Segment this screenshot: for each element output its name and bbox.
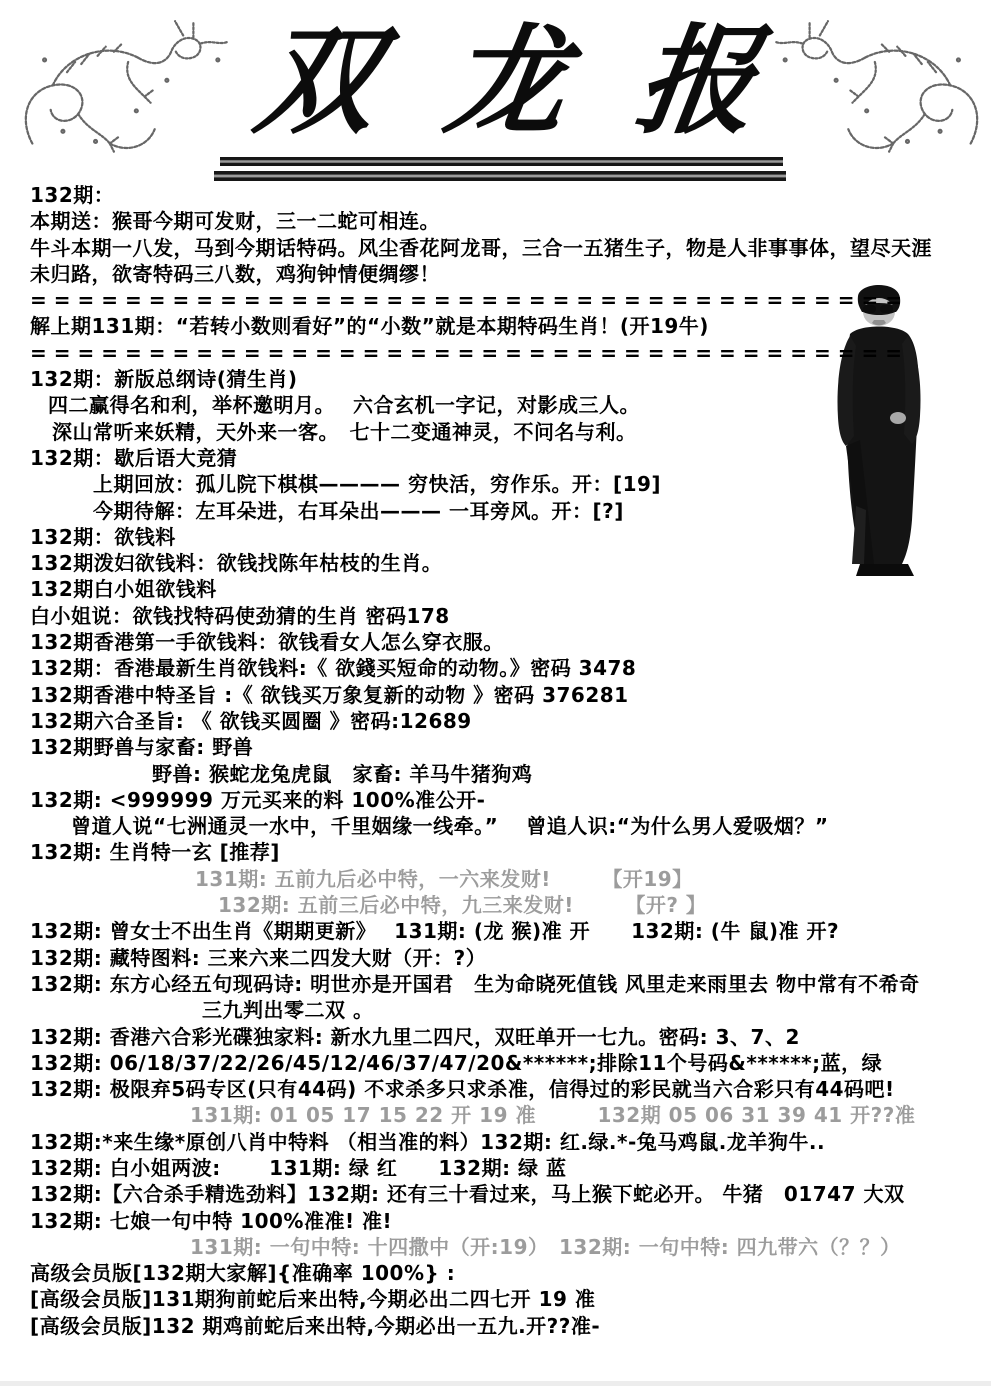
text-line: 解上期131期：“若转小数则看好”的“小数”就是本期特码生肖！(开19牛) bbox=[30, 314, 709, 339]
text-line: 132期: 五前三后必中特，九三来发财! 【开? 】 bbox=[218, 893, 707, 918]
text-line: 132期:【六合杀手精选劲料】132期: 还有三十看过来，马上猴下蛇必开。 牛猪 01747 大双 bbox=[30, 1182, 905, 1207]
title-underline bbox=[214, 171, 786, 181]
text-line: 132期: 东方心经五句现码诗: 明世亦是开国君 生为命晓死值钱 风里走来雨里去 物中常有不希奇 bbox=[30, 971, 920, 996]
title-underline bbox=[220, 157, 783, 166]
text-line: 132期六合圣旨: 《 欲钱买圆圈 》密码:12689 bbox=[30, 708, 472, 733]
page-title: 双龙报 bbox=[248, 11, 838, 150]
text-line: 三九判出零二双 。 bbox=[202, 998, 374, 1023]
text-line: 132期： bbox=[30, 183, 115, 207]
text-line: 132期野兽与家畜: 野兽 bbox=[30, 735, 254, 760]
text-line: [高级会员版]132 期鸡前蛇后来出特,今期必出一五九.开??准- bbox=[30, 1313, 601, 1338]
scan-smudge bbox=[0, 1381, 991, 1386]
text-line: 132期: 七娘一句中特 100%准准! 准! bbox=[30, 1208, 393, 1233]
text-line: 131期: 01 05 17 15 22 开 19 准 132期 05 06 31 39 41 开??准 bbox=[190, 1103, 916, 1128]
text-line: 曾道人说“七洲通灵一水中，千里姻缘一线牵。” 曾追人识:“为什么男人爱吸烟？” bbox=[71, 814, 829, 839]
text-line: 132期香港中特圣旨 :《 欲钱买万象复新的动物 》密码 376281 bbox=[30, 682, 629, 707]
text-line: 高级会员版[132期大家解]{准确率 100%} : bbox=[30, 1261, 456, 1286]
text-line: 132期: 白小姐两波: 131期: 绿 红 132期: 绿 蓝 bbox=[30, 1155, 567, 1180]
separator-line: ===================================== bbox=[30, 340, 910, 365]
masthead bbox=[0, 0, 991, 190]
separator-line: ===================================== bbox=[30, 288, 910, 313]
text-line: 132期泼妇欲钱料：欲钱找陈年枯枝的生肖。 bbox=[30, 551, 443, 576]
text-line: 深山常听来妖精，天外来一客。 七十二变通神灵，不问名与利。 bbox=[52, 419, 637, 444]
text-line: 野兽: 猴蛇龙兔虎鼠 家畜: 羊马牛猪狗鸡 bbox=[152, 761, 533, 786]
text-line: 132期: 极限弃5码专区(只有44码) 不求杀多只求杀准，信得过的彩民就当六合彩只有44码吧! bbox=[30, 1077, 895, 1102]
text-line: 132期：香港最新生肖欲钱料:《 欲錢买短命的动物。》密码 3478 bbox=[30, 656, 637, 681]
text-line: 132期：欲钱料 bbox=[30, 524, 176, 549]
text-line: 132期: 06/18/37/22/26/45/12/46/37/47/20&******;排除11个号码&******;蓝，绿 bbox=[30, 1050, 883, 1075]
dragon-icon bbox=[14, 18, 279, 163]
text-line: 上期回放：孤儿院下棋棋———— 穷快活，穷作乐。开：[19] bbox=[93, 472, 662, 497]
text-line: 132期:*来生缘*原创八肖中特料 （相当准的料）132期: 红.绿.*-兔马鸡鼠.龙羊狗牛.. bbox=[30, 1129, 826, 1154]
text-line: 131期: 五前九后必中特，一六来发财! 【开19】 bbox=[195, 866, 693, 891]
text-line: 132期: <999999 万元买来的料 100%准公开- bbox=[30, 787, 486, 812]
text-line: 132期: 藏特图料: 三来六来二四发大财（开：?） bbox=[30, 945, 487, 970]
text-lines bbox=[30, 182, 985, 1339]
text-line: 本期送：猴哥今期可发财，三一二蛇可相连。 bbox=[30, 209, 440, 234]
text-line: 今期待解：左耳朵进，右耳朵出——— 一耳旁风。开：[?] bbox=[93, 498, 624, 523]
text-line: 131期: 一句中特: 十四撒中（开:19） 132期: 一句中特: 四九带六（？？） bbox=[190, 1234, 901, 1259]
text-line: 白小姐说：欲钱找特码使劲猜的生肖 密码178 bbox=[30, 603, 450, 628]
text-line: 132期: 香港六合彩光碟独家料: 新水九里二四尺，双旺单开一七九。密码: 3、7、2 bbox=[30, 1024, 800, 1049]
text-line: 132期：新版总纲诗(猜生肖) bbox=[30, 367, 298, 392]
text-line: 未归路，欲寄特码三八数，鸡狗钟情便绸缪！ bbox=[30, 261, 440, 286]
text-line: 132期香港第一手欲钱料：欲钱看女人怎么穿衣服。 bbox=[30, 630, 504, 655]
text-line: 132期: 生肖特一玄 [推荐] bbox=[30, 840, 280, 865]
dragon-icon bbox=[724, 18, 989, 163]
text-line: [高级会员版]131期狗前蛇后来出特,今期必出二四七开 19 准 bbox=[30, 1287, 596, 1312]
text-line: 132期白小姐欲钱料 bbox=[30, 577, 217, 602]
text-line: 四二赢得名和利，举杯邀明月。 六合玄机一字记，对影成三人。 bbox=[48, 393, 640, 418]
text-line: 132期: 曾女士不出生肖《期期更新》 131期: (龙 猴)准 开 132期: (牛 鼠)准 开? bbox=[30, 919, 840, 944]
text-line: 132期：歇后语大竞猜 bbox=[30, 445, 238, 470]
text-line: 牛斗本期一八发，马到今期话特码。风尘香花阿龙哥，三合一五猪生子，物是人非事事体，望尽天涯 bbox=[30, 235, 932, 260]
